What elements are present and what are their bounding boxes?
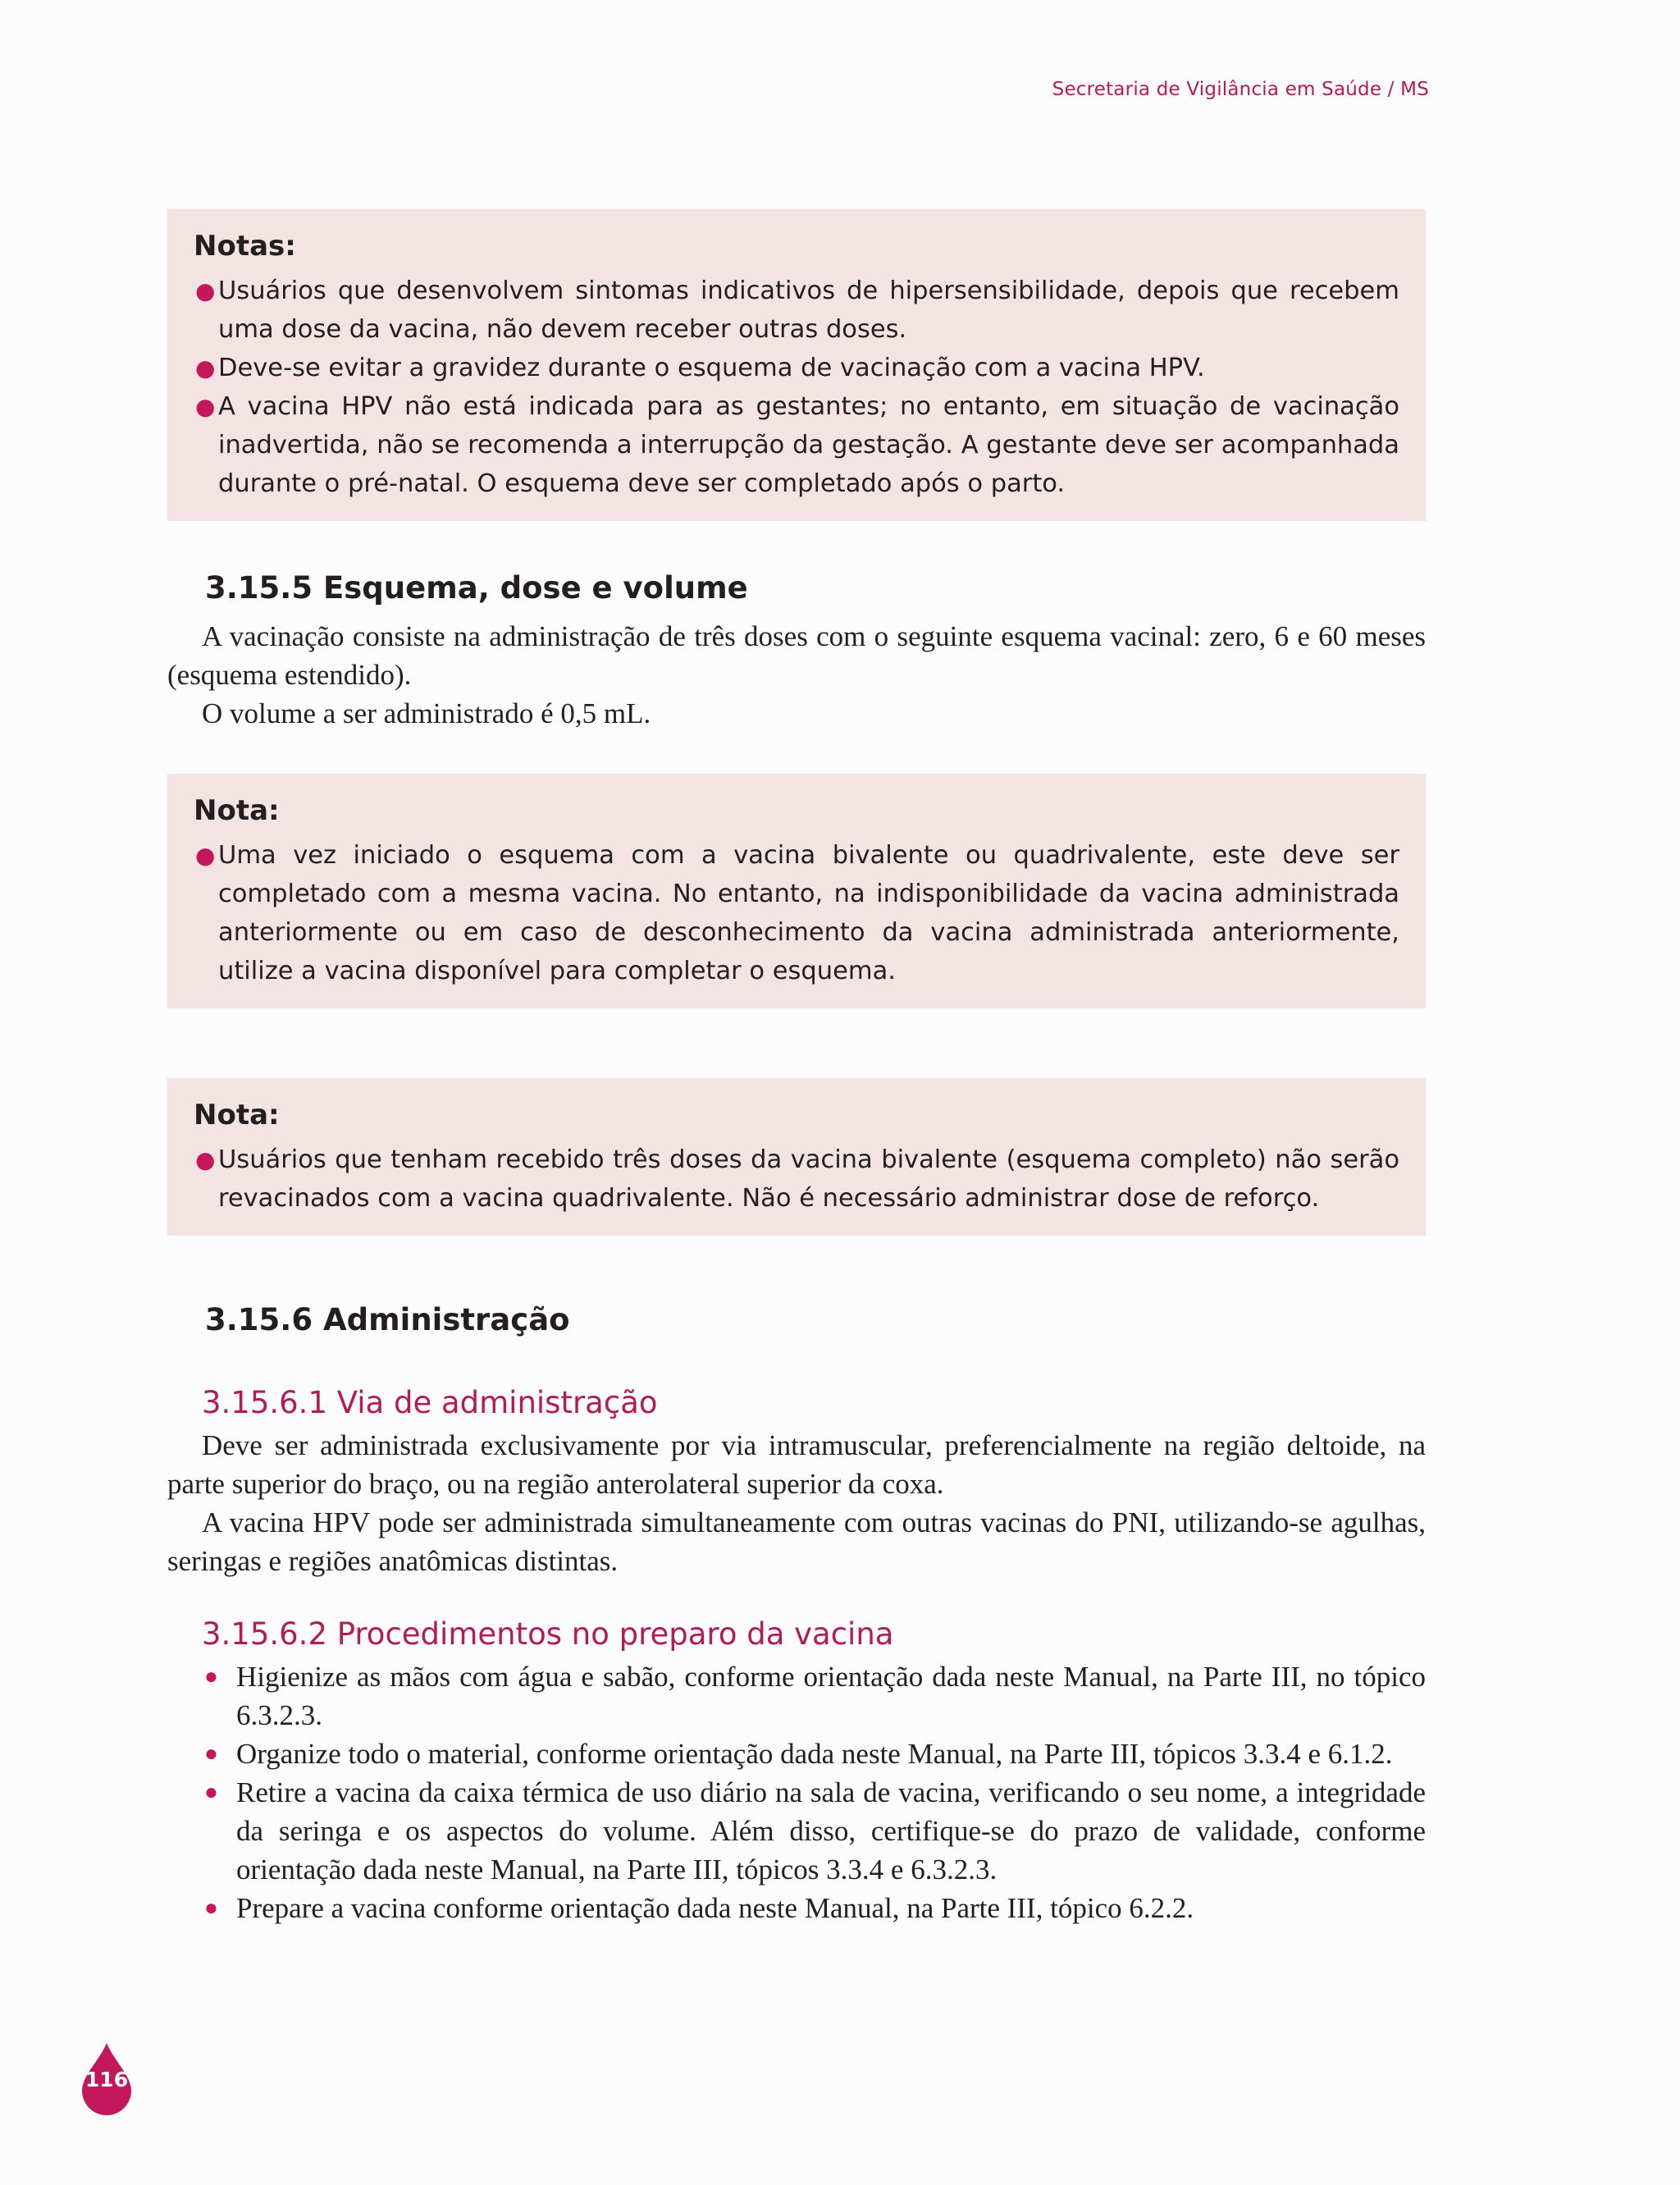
paragraph-esquema: A vacinação consiste na administração de três doses com o seguinte esquema vacinal: zero, 6 e 60 meses (esquema estendido). xyxy=(167,620,1426,691)
bullet-icon: ● xyxy=(204,1895,218,1921)
bullet-icon: ● xyxy=(195,393,216,420)
subsection-heading-3-15-6-2: 3.15.6.2 Procedimentos no preparo da vacina xyxy=(202,1616,894,1652)
note-title: Nota: xyxy=(194,794,280,827)
note-list-item: ● Usuários que tenham recebido três doses da vacina bivalente (esquema completo) não serão revacinados com a vacina quadrivalente. Não é necessário administrar dose de reforço. xyxy=(194,1140,1399,1218)
section-heading-3-15-6: 3.15.6 Administração xyxy=(205,1302,570,1337)
procedures-list xyxy=(167,1657,1426,1927)
note-box-booster xyxy=(167,1078,1426,1236)
bullet-icon: ● xyxy=(195,1146,216,1173)
page-number: 116 xyxy=(84,2068,129,2091)
section-heading-3-15-5: 3.15.5 Esquema, dose e volume xyxy=(205,570,748,606)
bullet-icon: ● xyxy=(204,1741,218,1767)
note-list xyxy=(194,1140,1399,1218)
notes-title: Notas: xyxy=(194,230,296,263)
notes-list xyxy=(194,272,1399,503)
notes-box-hypersensitivity xyxy=(167,209,1426,521)
bullet-icon: ● xyxy=(195,277,216,304)
procedure-item: ● Higienize as mãos com água e sabão, conforme orientação dada neste Manual, na Parte III, no tópico 6.3.2.3. xyxy=(167,1657,1426,1735)
running-header: Secretaria de Vigilância em Saúde / MS xyxy=(1052,79,1429,100)
subsection-heading-3-15-6-1: 3.15.6.1 Via de administração xyxy=(202,1385,658,1420)
note-box-schedule xyxy=(167,774,1426,1008)
bullet-icon: ● xyxy=(195,842,216,869)
note-title: Nota: xyxy=(194,1099,280,1131)
notes-list-item: ● Usuários que desenvolvem sintomas indicativos de hipersensibilidade, depois que recebem uma dose da vacina, não devem receber outras doses. xyxy=(194,272,1399,349)
notes-list-item: ● A vacina HPV não está indicada para as gestantes; no entanto, em situação de vacinação inadvertida, não se recomenda a interrupção da gestação. A gestante deve ser acompanhada durante o pré-natal. O esquema deve ser completado após o parto. xyxy=(194,387,1399,503)
paragraph-route: Deve ser administrada exclusivamente por via intramuscular, preferencialmente na região deltoide, na parte superior do braço, ou na região anterolateral superior da coxa. xyxy=(167,1429,1426,1500)
bullet-icon: ● xyxy=(204,1780,218,1805)
bullet-icon: ● xyxy=(204,1664,218,1689)
notes-list-item: ● Deve-se evitar a gravidez durante o esquema de vacinação com a vacina HPV. xyxy=(194,349,1399,387)
paragraph-volume: O volume a ser administrado é 0,5 mL. xyxy=(202,697,651,729)
procedure-item: ● Organize todo o material, conforme orientação dada neste Manual, na Parte III, tópicos 3.3.4 e 6.1.2. xyxy=(167,1735,1426,1773)
procedure-item: ● Prepare a vacina conforme orientação dada neste Manual, na Parte III, tópico 6.2.2. xyxy=(167,1889,1426,1927)
note-list xyxy=(194,836,1399,990)
paragraph-simultaneous: A vacina HPV pode ser administrada simultaneamente com outras vacinas do PNI, utilizando-se agulhas, seringas e regiões anatômicas distintas. xyxy=(167,1506,1426,1577)
note-list-item: ● Uma vez iniciado o esquema com a vacina bivalente ou quadrivalente, este deve ser completado com a mesma vacina. No entanto, na indisponibilidade da vacina administrada anteriormente ou em caso de desconhecimento da vacina administrada anteriormente, utilize a vacina disponível para completar o esquema. xyxy=(194,836,1399,990)
procedure-item: ● Retire a vacina da caixa térmica de uso diário na sala de vacina, verificando o seu nome, a integridade da seringa e os aspectos do volume. Além disso, certifique-se do prazo de validade, conforme orientação dada neste Manual, na Parte III, tópicos 3.3.4 e 6.3.2.3. xyxy=(167,1773,1426,1889)
bullet-icon: ● xyxy=(195,354,216,382)
